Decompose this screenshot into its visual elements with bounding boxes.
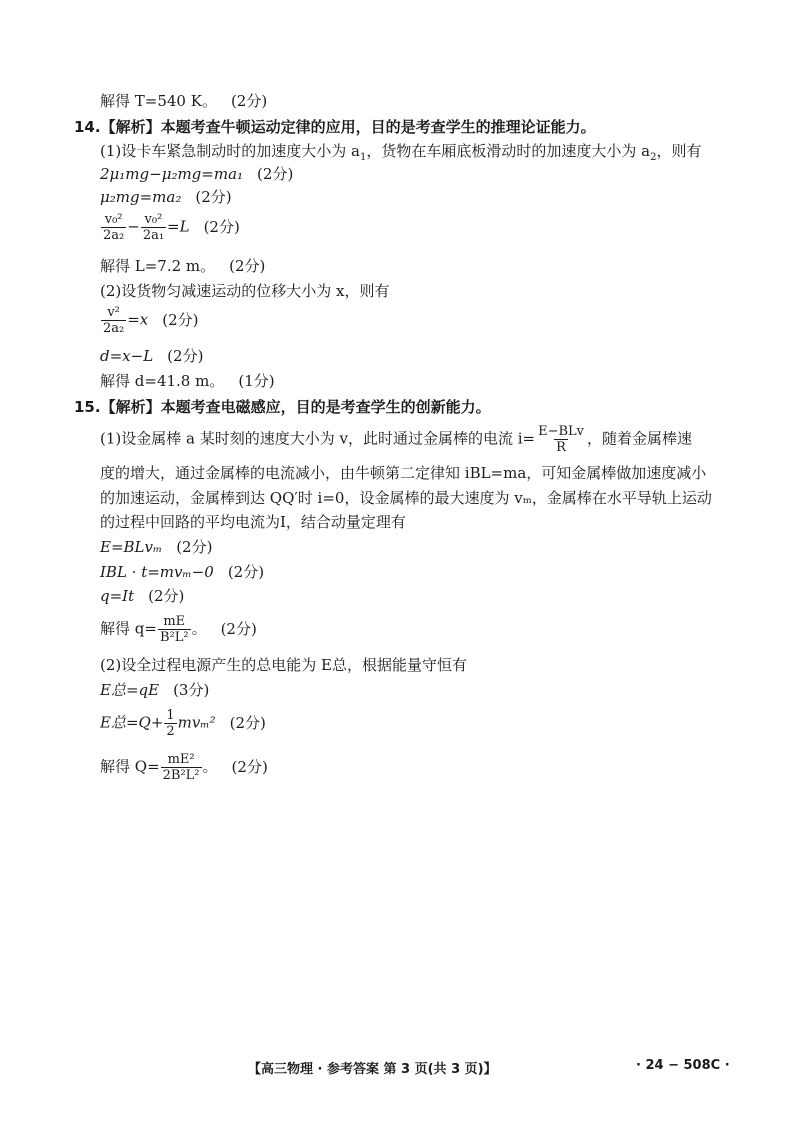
footer-page-info: 【高三物理 · 参考答案 第 3 页(共 3 页)】 <box>248 1062 497 1077</box>
fraction-current: $\frac{\text{E−BLv}}{R}$ <box>538 424 585 455</box>
q15-number: 15. <box>74 398 101 416</box>
q15-equation-1: E=BLvₘ (2分) <box>100 538 213 556</box>
q14-part2-intro: (2)设货物匀减速运动的位移大小为 x，则有 <box>100 282 390 300</box>
footer-doc-code: · 24 − 508C · <box>636 1058 730 1073</box>
fraction-Q: $\frac{\text{mE²}}{\text{2B²L²}}$ <box>162 752 200 783</box>
q15-part1-line-4: 的过程中回路的平均电流为I，结合动量定理有 <box>100 513 406 531</box>
q14-equation-1: 2μ₁mg−μ₂mg=ma₁ (2分) <box>100 165 294 183</box>
q14-solution-1: 解得 L=7.2 m。 (2分) <box>100 257 266 275</box>
q15-heading: 15.【解析】本题考查电磁感应，目的是考查学生的创新能力。 <box>74 398 491 416</box>
q14-part1-intro: (1)设卡车紧急制动时的加速度大小为 $a_1$，货物在车厢底板滑动时的加速度大小为 $a_2$，则有 <box>100 142 702 163</box>
fraction-half: $\frac{1}{2}$ <box>166 708 175 739</box>
q14-equation-5: d=x−L (2分) <box>100 347 204 365</box>
q15-equation-3: q=It (2分) <box>100 587 185 605</box>
q14-solution-2: 解得 d=41.8 m。 (1分) <box>100 372 275 390</box>
q14-equation-3: $\frac{\text{v₀²}}{\text{2a₂}}$ − $\frac{\text{v₀²}}{\text{2a₁}}$ =L (2分) <box>103 212 240 243</box>
line-temperature-solution: 解得 T=540 K。 (2分) <box>100 92 268 110</box>
fraction-v0sq-over-2a1: $\frac{\text{v₀²}}{\text{2a₁}}$ <box>142 212 165 243</box>
q15-part1-line-1: (1)设金属棒 a 某时刻的速度大小为 v，此时通过金属棒的电流 i= $\frac{\text{E−BLv}}{R}$ ，随着金属棒速 <box>100 424 693 455</box>
q14-equation-4: $\frac{\text{v²}}{\text{2a₂}}$ =x (2分) <box>103 305 199 336</box>
q15-part2-intro: (2)设全过程电源产生的总电能为 E总，根据能量守恒有 <box>100 656 467 674</box>
q15-solution-1: 解得 q= $\frac{mE}{\text{B²L²}}$ 。 (2分) <box>100 614 257 645</box>
q15-part1-line-3: 的加速运动，金属棒到达 QQ′时 i=0，设金属棒的最大速度为 vₘ，金属棒在水平导轨上运动 <box>100 489 712 507</box>
fraction-vsq-over-2a2: $\frac{\text{v²}}{\text{2a₂}}$ <box>103 305 125 336</box>
fraction-v0sq-over-2a2: $\frac{\text{v₀²}}{\text{2a₂}}$ <box>103 212 125 243</box>
q15-equation-4: E总=qE (3分) <box>100 681 210 699</box>
q15-solution-2: 解得 Q= $\frac{\text{mE²}}{\text{2B²L²}}$ 。 (2分) <box>100 752 268 783</box>
fraction-q: $\frac{mE}{\text{B²L²}}$ <box>159 614 189 645</box>
q14-heading: 14.【解析】本题考查牛顿运动定律的应用，目的是考查学生的推理论证能力。 <box>74 118 596 136</box>
q15-part1-line-2: 度的增大，通过金属棒的电流减小，由牛顿第二定律知 iBL=ma，可知金属棒做加速度减小 <box>100 464 707 482</box>
q15-equation-2: IBL · t=mvₘ−0 (2分) <box>100 563 265 581</box>
q14-number: 14. <box>74 118 101 136</box>
q14-equation-2: μ₂mg=ma₂ (2分) <box>100 188 232 206</box>
q15-equation-5: E总=Q+ $\frac{1}{2}$ mvₘ² (2分) <box>100 708 266 739</box>
